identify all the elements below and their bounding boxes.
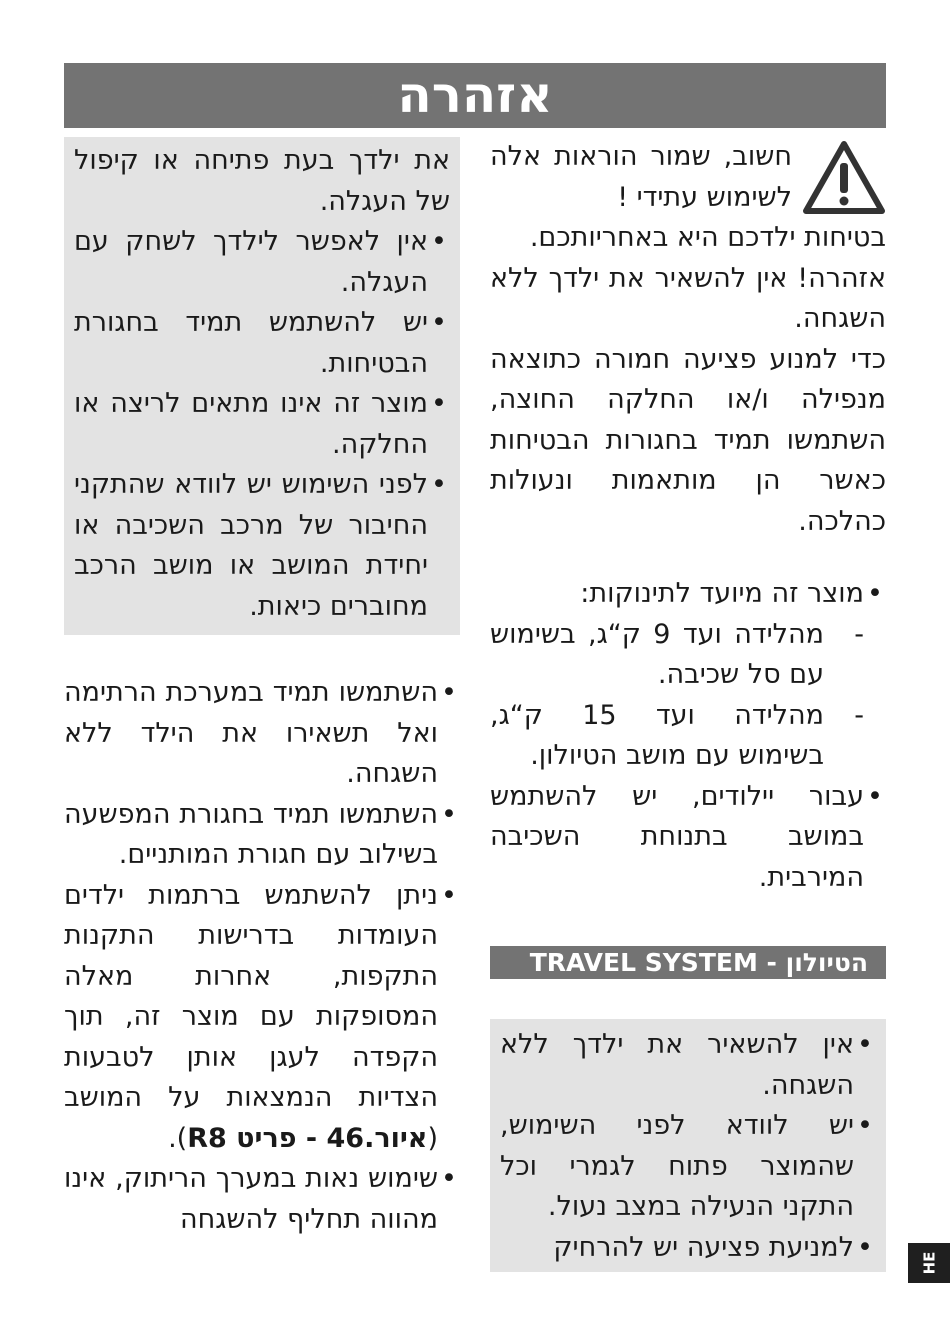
warnings-box — [64, 137, 460, 635]
bullet: • — [441, 798, 457, 830]
sub-item-text: מהלידה ועד 9 ק“ג, בשימוש עם סל שכיבה. — [490, 618, 824, 690]
list-item-harness — [64, 673, 460, 795]
list-item-text: אין להשאיר את ילדך ללא השגחה. — [500, 1029, 854, 1101]
list-item-text: יש לוודא לפני השימוש, שהמוצר פתוח לגמרי וכל התקני הנעילה במצב נעול. — [500, 1110, 854, 1222]
bullet: • — [867, 780, 883, 812]
right-column — [490, 137, 886, 1272]
bullet: • — [857, 1029, 873, 1060]
list-item-text: למניעת פציעה יש להרחיק — [553, 1231, 854, 1263]
section-heading-en: TRAVEL SYSTEM — [529, 948, 758, 977]
section-heading-travel-system — [490, 946, 886, 979]
list-item-text: לפני השימוש יש לוודא שהתקני החיבור של מרכב השכיבה או יחידת המושב או מושב הרכב מחוברים כיאות. — [74, 469, 428, 622]
list-item — [74, 222, 450, 303]
list-item — [74, 465, 450, 627]
list-item-text-end: ). — [168, 1122, 188, 1154]
bullet: • — [431, 307, 447, 338]
bullet: • — [441, 677, 457, 708]
list-item-text: מוצר זה מיועד לתינוקות: — [580, 578, 864, 609]
list-item-text: מוצר זה אינו מתאים לריצה או החלקה. — [74, 388, 428, 460]
paragraph-responsibility: בטיחות ילדכם היא באחריותכם. — [529, 222, 886, 253]
box-continuation-text: את ילדך בעת פתיחה או קיפול של העגלה. — [74, 145, 450, 217]
bullet: • — [431, 226, 447, 257]
list-item-text: יש להשתמש תמיד בחגורת הבטיחות. — [74, 307, 428, 379]
warning-triangle-icon — [802, 139, 886, 215]
left-column — [64, 137, 460, 1240]
list-item-text — [64, 876, 438, 1160]
bullet: • — [857, 1231, 873, 1263]
list-item-restraint — [64, 1159, 460, 1240]
list-item-infants — [490, 574, 886, 777]
dash: - — [854, 618, 864, 650]
language-tab-label: HE — [920, 1251, 938, 1275]
bullet: • — [431, 388, 447, 419]
list-item-text: שימוש נאות במערך הריתוק, אינו מהווה תחליף להשגחה — [64, 1163, 438, 1235]
page-title: אזהרה — [64, 63, 886, 128]
paragraph-warning: אזהרה! אין להשאיר את ילדך ללא השגחה. — [490, 262, 886, 334]
list-item — [74, 303, 450, 384]
bullet: • — [867, 578, 883, 609]
bullet: • — [441, 1163, 457, 1194]
list-item-text: עבור יילודים, יש להשתמש במושב בתנוחת השכיבה המירבית. — [490, 780, 864, 893]
figure-reference: איור.46 - פריט R8 — [187, 1122, 428, 1154]
list-item — [74, 384, 450, 465]
sub-item-carrycot — [490, 615, 864, 696]
dash: - — [854, 699, 864, 731]
bullet: • — [431, 469, 447, 500]
list-item-text: אין לאפשר לילדך לשחק עם העגלה. — [74, 226, 428, 298]
list-item-newborns — [490, 777, 886, 899]
list-item — [500, 1106, 876, 1228]
section-heading-he: הטיולון - — [757, 948, 868, 977]
list-item-crotch-strap — [64, 795, 460, 876]
list-item — [500, 1025, 876, 1106]
sub-item-seat — [490, 696, 864, 777]
paragraph-safety-belts: כדי למנוע פציעה חמורה כתוצאה מנפילה ו/או החלקה החוצה, השתמשו תמיד בחגורות הבטיחות כאשר הן מותאמות ונעולות כהלכה. — [490, 343, 886, 537]
list-item — [500, 1228, 876, 1269]
language-tab — [908, 1243, 950, 1283]
list-item-text-main: ניתן להשתמש ברתמות ילדים העומדות בדרישות התקנות התקפות, אחרות מאלה המסופקות עם מוצר זה, תוך הקפדה לעגן אותן לטבעות הצדיות הנמצאות על המושב ( — [64, 879, 438, 1154]
sub-item-text: מהלידה ועד 15 ק“ג, בשימוש עם מושב הטיולון. — [490, 699, 824, 771]
bullet: • — [441, 879, 457, 911]
list-item-text: השתמשו תמיד במערכת הרתימה ואל תשאירו את הילד ללא השגחה. — [64, 677, 438, 789]
bullet: • — [857, 1110, 873, 1141]
warning-intro — [490, 137, 886, 218]
travel-system-box — [490, 1019, 886, 1272]
list-item-child-harnesses — [64, 876, 460, 1160]
intro-text: חשוב, שמור הוראות אלה לשימוש עתידי ! — [490, 141, 792, 213]
list-item-text: השתמשו תמיד בחגורת המפשעה בשילוב עם חגורת המותניים. — [64, 798, 438, 870]
